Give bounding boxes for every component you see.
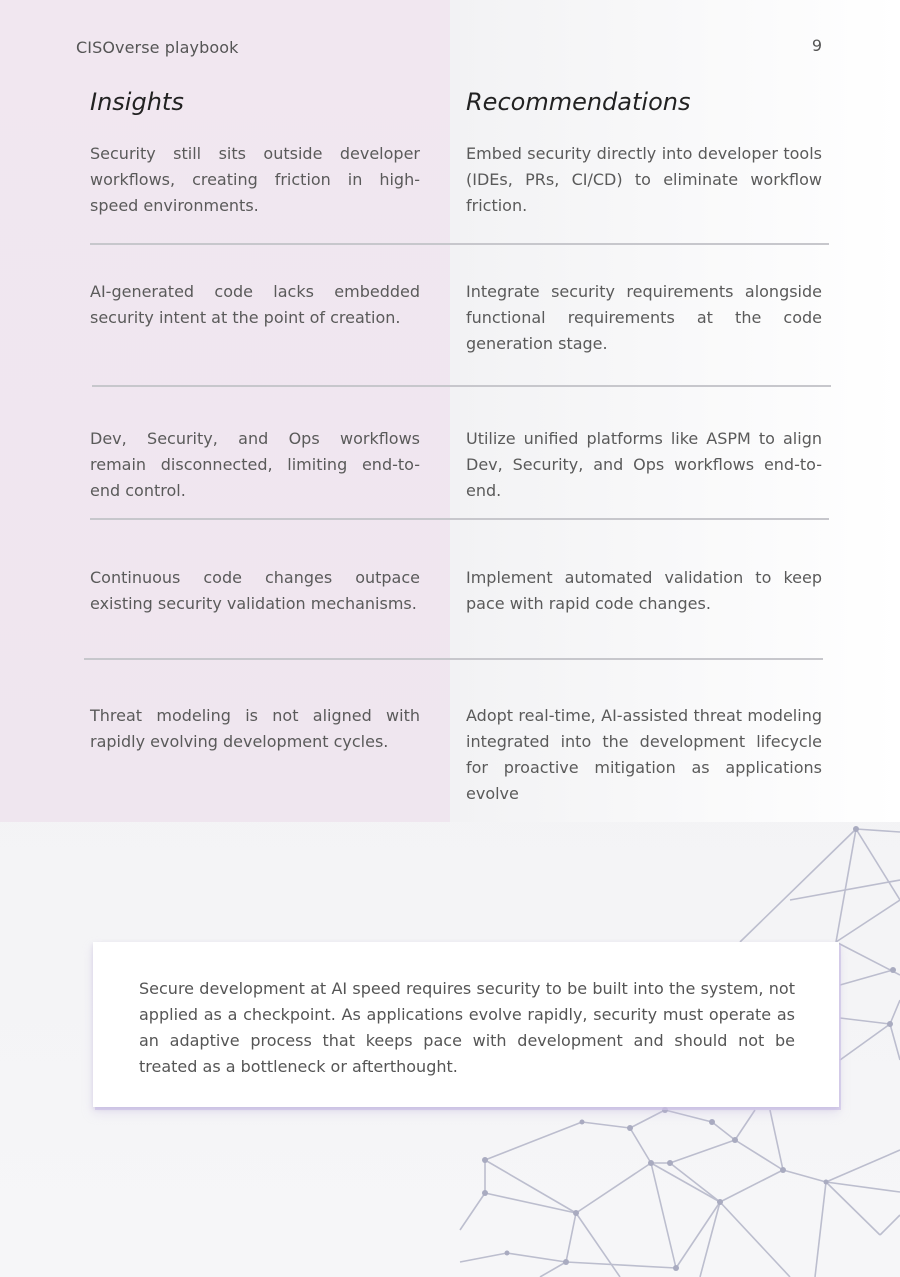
recommendation-cell: Adopt real-time, AI-assisted threat modeling integrated into the development lifecycle for proactive mitigation as applications evolve — [466, 706, 822, 803]
row-divider — [90, 243, 829, 245]
document-title: CISOverse playbook — [76, 38, 239, 57]
summary-callout — [93, 942, 839, 1107]
recommendations-panel-background — [450, 0, 900, 822]
row-divider — [92, 385, 831, 387]
insights-heading: Insights — [90, 88, 184, 116]
recommendation-cell: Embed security directly into developer tools (IDEs, PRs, CI/CD) to eliminate workflow friction. — [466, 144, 822, 215]
recommendation-cell: Integrate security requirements alongside functional requirements at the code generation stage. — [466, 282, 822, 353]
recommendation-cell: Utilize unified platforms like ASPM to align Dev, Security, and Ops workflows end-to-end. — [466, 429, 822, 500]
recommendation-cell: Implement automated validation to keep pace with rapid code changes. — [466, 568, 822, 613]
row-divider — [84, 658, 823, 660]
insights-panel-background — [0, 0, 450, 822]
insight-cell: Dev, Security, and Ops workflows remain disconnected, limiting end-to-end control. — [90, 429, 420, 500]
row-divider — [90, 518, 829, 520]
page-number: 9 — [811, 36, 822, 55]
insight-cell: Threat modeling is not aligned with rapidly evolving development cycles. — [90, 706, 420, 751]
callout-text: Secure development at AI speed requires security to be built into the system, not applied as a checkpoint. As applications evolve rapidly, security must operate as an adaptive process that keeps pace with development and should not be treated as a bottleneck or afterthought. — [139, 979, 795, 1076]
insight-cell: Security still sits outside developer workflows, creating friction in high-speed environments. — [90, 144, 420, 215]
insight-cell: Continuous code changes outpace existing security validation mechanisms. — [90, 568, 420, 613]
insight-cell: AI-generated code lacks embedded security intent at the point of creation. — [90, 282, 420, 327]
recommendations-heading: Recommendations — [466, 88, 691, 116]
